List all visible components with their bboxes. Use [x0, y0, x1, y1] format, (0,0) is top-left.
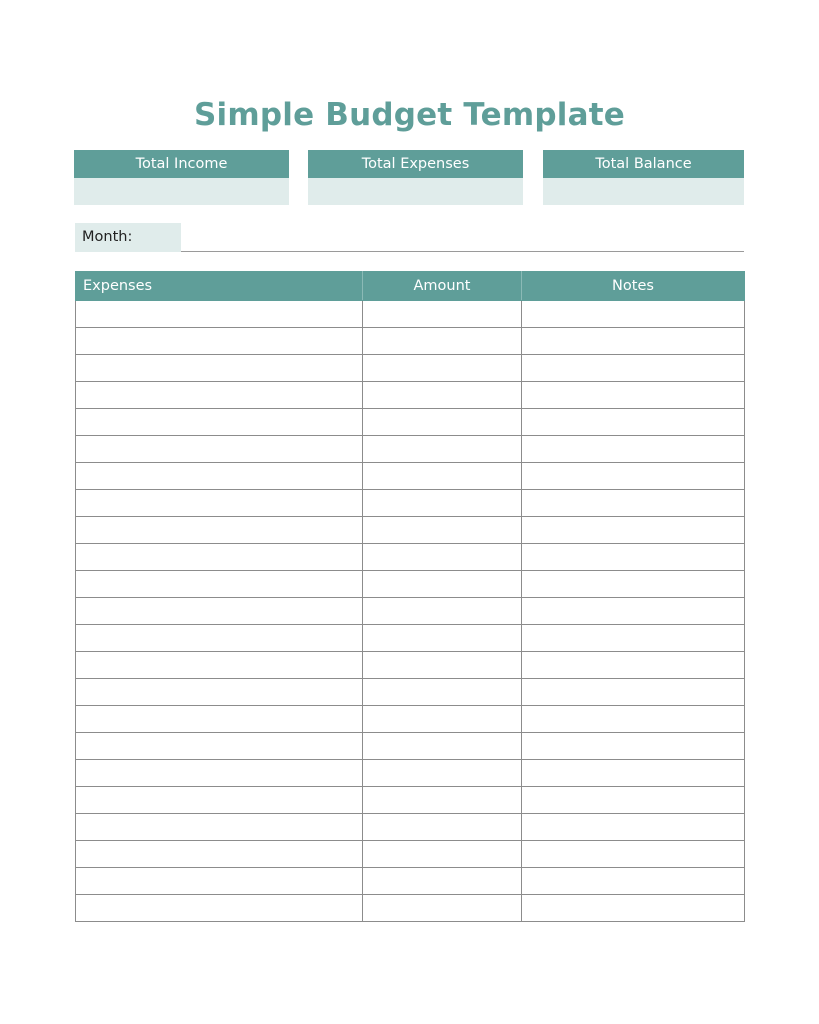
table-body [76, 301, 745, 922]
table-row [76, 490, 745, 517]
notes-cell[interactable] [522, 463, 745, 490]
amount-cell[interactable] [363, 841, 522, 868]
table-row [76, 517, 745, 544]
table-row [76, 895, 745, 922]
amount-cell[interactable] [363, 544, 522, 571]
expense-cell[interactable] [76, 355, 363, 382]
notes-cell[interactable] [522, 787, 745, 814]
amount-cell[interactable] [363, 328, 522, 355]
total-expenses-label: Total Expenses [308, 150, 523, 178]
expense-cell[interactable] [76, 436, 363, 463]
expense-cell[interactable] [76, 706, 363, 733]
notes-cell[interactable] [522, 652, 745, 679]
amount-cell[interactable] [363, 679, 522, 706]
expense-cell[interactable] [76, 814, 363, 841]
expense-cell[interactable] [76, 490, 363, 517]
amount-cell[interactable] [363, 355, 522, 382]
table-header-row [76, 272, 745, 301]
notes-cell[interactable] [522, 571, 745, 598]
notes-cell[interactable] [522, 409, 745, 436]
table-row [76, 868, 745, 895]
expense-cell[interactable] [76, 652, 363, 679]
expense-cell[interactable] [76, 760, 363, 787]
notes-cell[interactable] [522, 544, 745, 571]
expense-cell[interactable] [76, 301, 363, 328]
notes-cell[interactable] [522, 706, 745, 733]
amount-cell[interactable] [363, 436, 522, 463]
amount-cell[interactable] [363, 868, 522, 895]
expense-cell[interactable] [76, 733, 363, 760]
table-row [76, 355, 745, 382]
column-header-amount: Amount [363, 272, 522, 301]
table-row [76, 679, 745, 706]
table-row [76, 652, 745, 679]
total-balance-box [543, 150, 744, 205]
notes-cell[interactable] [522, 895, 745, 922]
notes-cell[interactable] [522, 598, 745, 625]
amount-cell[interactable] [363, 517, 522, 544]
notes-cell[interactable] [522, 625, 745, 652]
table-row [76, 544, 745, 571]
expense-cell[interactable] [76, 463, 363, 490]
expense-table [75, 271, 745, 922]
table-row [76, 463, 745, 490]
expense-cell[interactable] [76, 679, 363, 706]
total-balance-field[interactable] [543, 178, 744, 205]
amount-cell[interactable] [363, 625, 522, 652]
column-header-expenses: Expenses [76, 272, 363, 301]
notes-cell[interactable] [522, 382, 745, 409]
page-title: Simple Budget Template [194, 97, 625, 133]
notes-cell[interactable] [522, 733, 745, 760]
table-row [76, 706, 745, 733]
expense-cell[interactable] [76, 598, 363, 625]
expense-cell[interactable] [76, 409, 363, 436]
total-balance-label: Total Balance [543, 150, 744, 178]
expense-cell[interactable] [76, 544, 363, 571]
table-row [76, 625, 745, 652]
expense-cell[interactable] [76, 895, 363, 922]
total-expenses-box [308, 150, 523, 205]
notes-cell[interactable] [522, 301, 745, 328]
amount-cell[interactable] [363, 382, 522, 409]
notes-cell[interactable] [522, 760, 745, 787]
table-row [76, 328, 745, 355]
amount-cell[interactable] [363, 409, 522, 436]
notes-cell[interactable] [522, 814, 745, 841]
column-header-notes: Notes [522, 272, 745, 301]
expense-cell[interactable] [76, 625, 363, 652]
table-row [76, 841, 745, 868]
expense-cell[interactable] [76, 841, 363, 868]
expense-cell[interactable] [76, 868, 363, 895]
total-income-box [74, 150, 289, 205]
table-row [76, 814, 745, 841]
notes-cell[interactable] [522, 841, 745, 868]
notes-cell[interactable] [522, 679, 745, 706]
table-row [76, 598, 745, 625]
notes-cell[interactable] [522, 517, 745, 544]
amount-cell[interactable] [363, 733, 522, 760]
notes-cell[interactable] [522, 490, 745, 517]
notes-cell[interactable] [522, 328, 745, 355]
table-row [76, 571, 745, 598]
table-row [76, 787, 745, 814]
table-row [76, 409, 745, 436]
notes-cell[interactable] [522, 868, 745, 895]
month-label: Month: [75, 223, 181, 252]
notes-cell[interactable] [522, 355, 745, 382]
expense-cell[interactable] [76, 382, 363, 409]
notes-cell[interactable] [522, 436, 745, 463]
table-row [76, 436, 745, 463]
expense-cell[interactable] [76, 571, 363, 598]
total-expenses-field[interactable] [308, 178, 523, 205]
amount-cell[interactable] [363, 463, 522, 490]
amount-cell[interactable] [363, 706, 522, 733]
amount-cell[interactable] [363, 598, 522, 625]
table-row [76, 382, 745, 409]
month-field[interactable] [181, 251, 744, 252]
expense-cell[interactable] [76, 517, 363, 544]
table-row [76, 301, 745, 328]
total-income-label: Total Income [74, 150, 289, 178]
amount-cell[interactable] [363, 301, 522, 328]
amount-cell[interactable] [363, 787, 522, 814]
total-income-field[interactable] [74, 178, 289, 205]
amount-cell[interactable] [363, 490, 522, 517]
table-row [76, 760, 745, 787]
amount-cell[interactable] [363, 760, 522, 787]
expense-cell[interactable] [76, 787, 363, 814]
table-row [76, 733, 745, 760]
amount-cell[interactable] [363, 814, 522, 841]
expense-cell[interactable] [76, 328, 363, 355]
amount-cell[interactable] [363, 571, 522, 598]
amount-cell[interactable] [363, 652, 522, 679]
amount-cell[interactable] [363, 895, 522, 922]
